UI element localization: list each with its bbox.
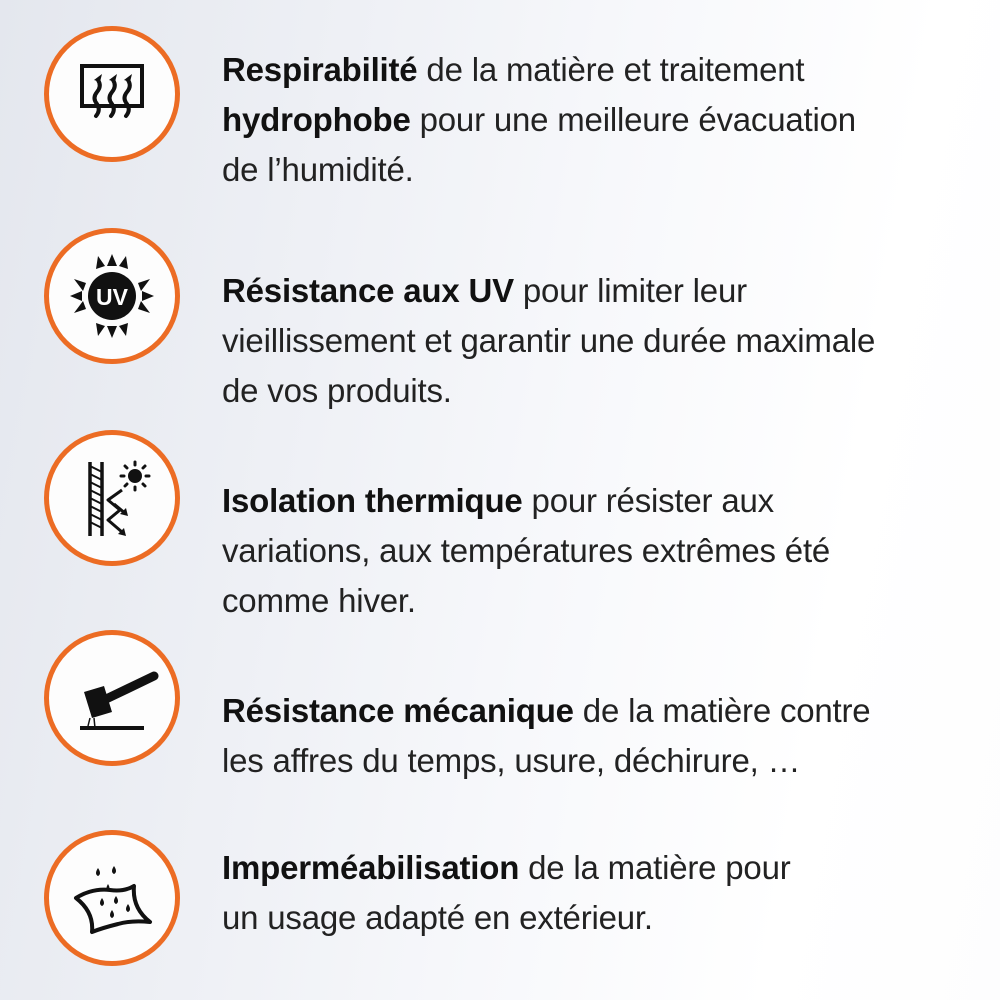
feature-line [222, 316, 990, 366]
line-text: les affres du temps, usure, déchirure, … [222, 742, 801, 779]
line-text: de la matière pour [519, 849, 791, 886]
feature-line [222, 476, 990, 526]
icon-ring [44, 630, 180, 766]
feature-title: Respirabilité [222, 51, 418, 88]
line-text: pour limiter leur [513, 272, 747, 309]
feature-line [222, 576, 990, 626]
icon-ring [44, 26, 180, 162]
feature-line [222, 366, 990, 416]
feature-title: Résistance aux UV [222, 272, 514, 309]
feature-line [222, 686, 990, 736]
feature-text [222, 843, 990, 943]
icon-ring [44, 228, 180, 364]
line-text: de la matière et traitement [417, 51, 805, 88]
breathable-wicking-icon [62, 44, 162, 144]
hammer-impact-icon [62, 648, 162, 748]
line-text: variations, aux températures extrêmes été [222, 532, 831, 569]
feature-line [222, 893, 990, 943]
feature-line [222, 266, 990, 316]
feature-line [222, 736, 990, 786]
waterproof-fabric-icon [62, 848, 162, 948]
line-text: un usage adapté en extérieur. [222, 899, 653, 936]
icon-ring [44, 430, 180, 566]
line-text: de la matière contre [573, 692, 871, 729]
uv-label: UV [96, 284, 128, 310]
bold-text: hydrophobe [222, 101, 411, 138]
feature-title: Résistance mécanique [222, 692, 574, 729]
feature-text [222, 686, 990, 786]
uv-sun-icon [62, 246, 162, 346]
feature-title: Isolation thermique [222, 482, 523, 519]
line-text: vieillissement et garantir une durée maximale [222, 322, 876, 359]
icon-ring [44, 830, 180, 966]
thermal-insulation-icon [62, 448, 162, 548]
feature-line [222, 95, 990, 145]
feature-text [222, 266, 990, 416]
line-text: de vos produits. [222, 372, 452, 409]
feature-text [222, 476, 990, 626]
line-text: comme hiver. [222, 582, 416, 619]
feature-line [222, 145, 990, 195]
feature-title: Imperméabilisation [222, 849, 520, 886]
feature-text [222, 45, 990, 195]
line-text: pour résister aux [522, 482, 774, 519]
feature-line [222, 843, 990, 893]
line-text: pour une meilleure évacuation [410, 101, 856, 138]
feature-line [222, 526, 990, 576]
feature-line [222, 45, 990, 95]
line-text: de l’humidité. [222, 151, 414, 188]
